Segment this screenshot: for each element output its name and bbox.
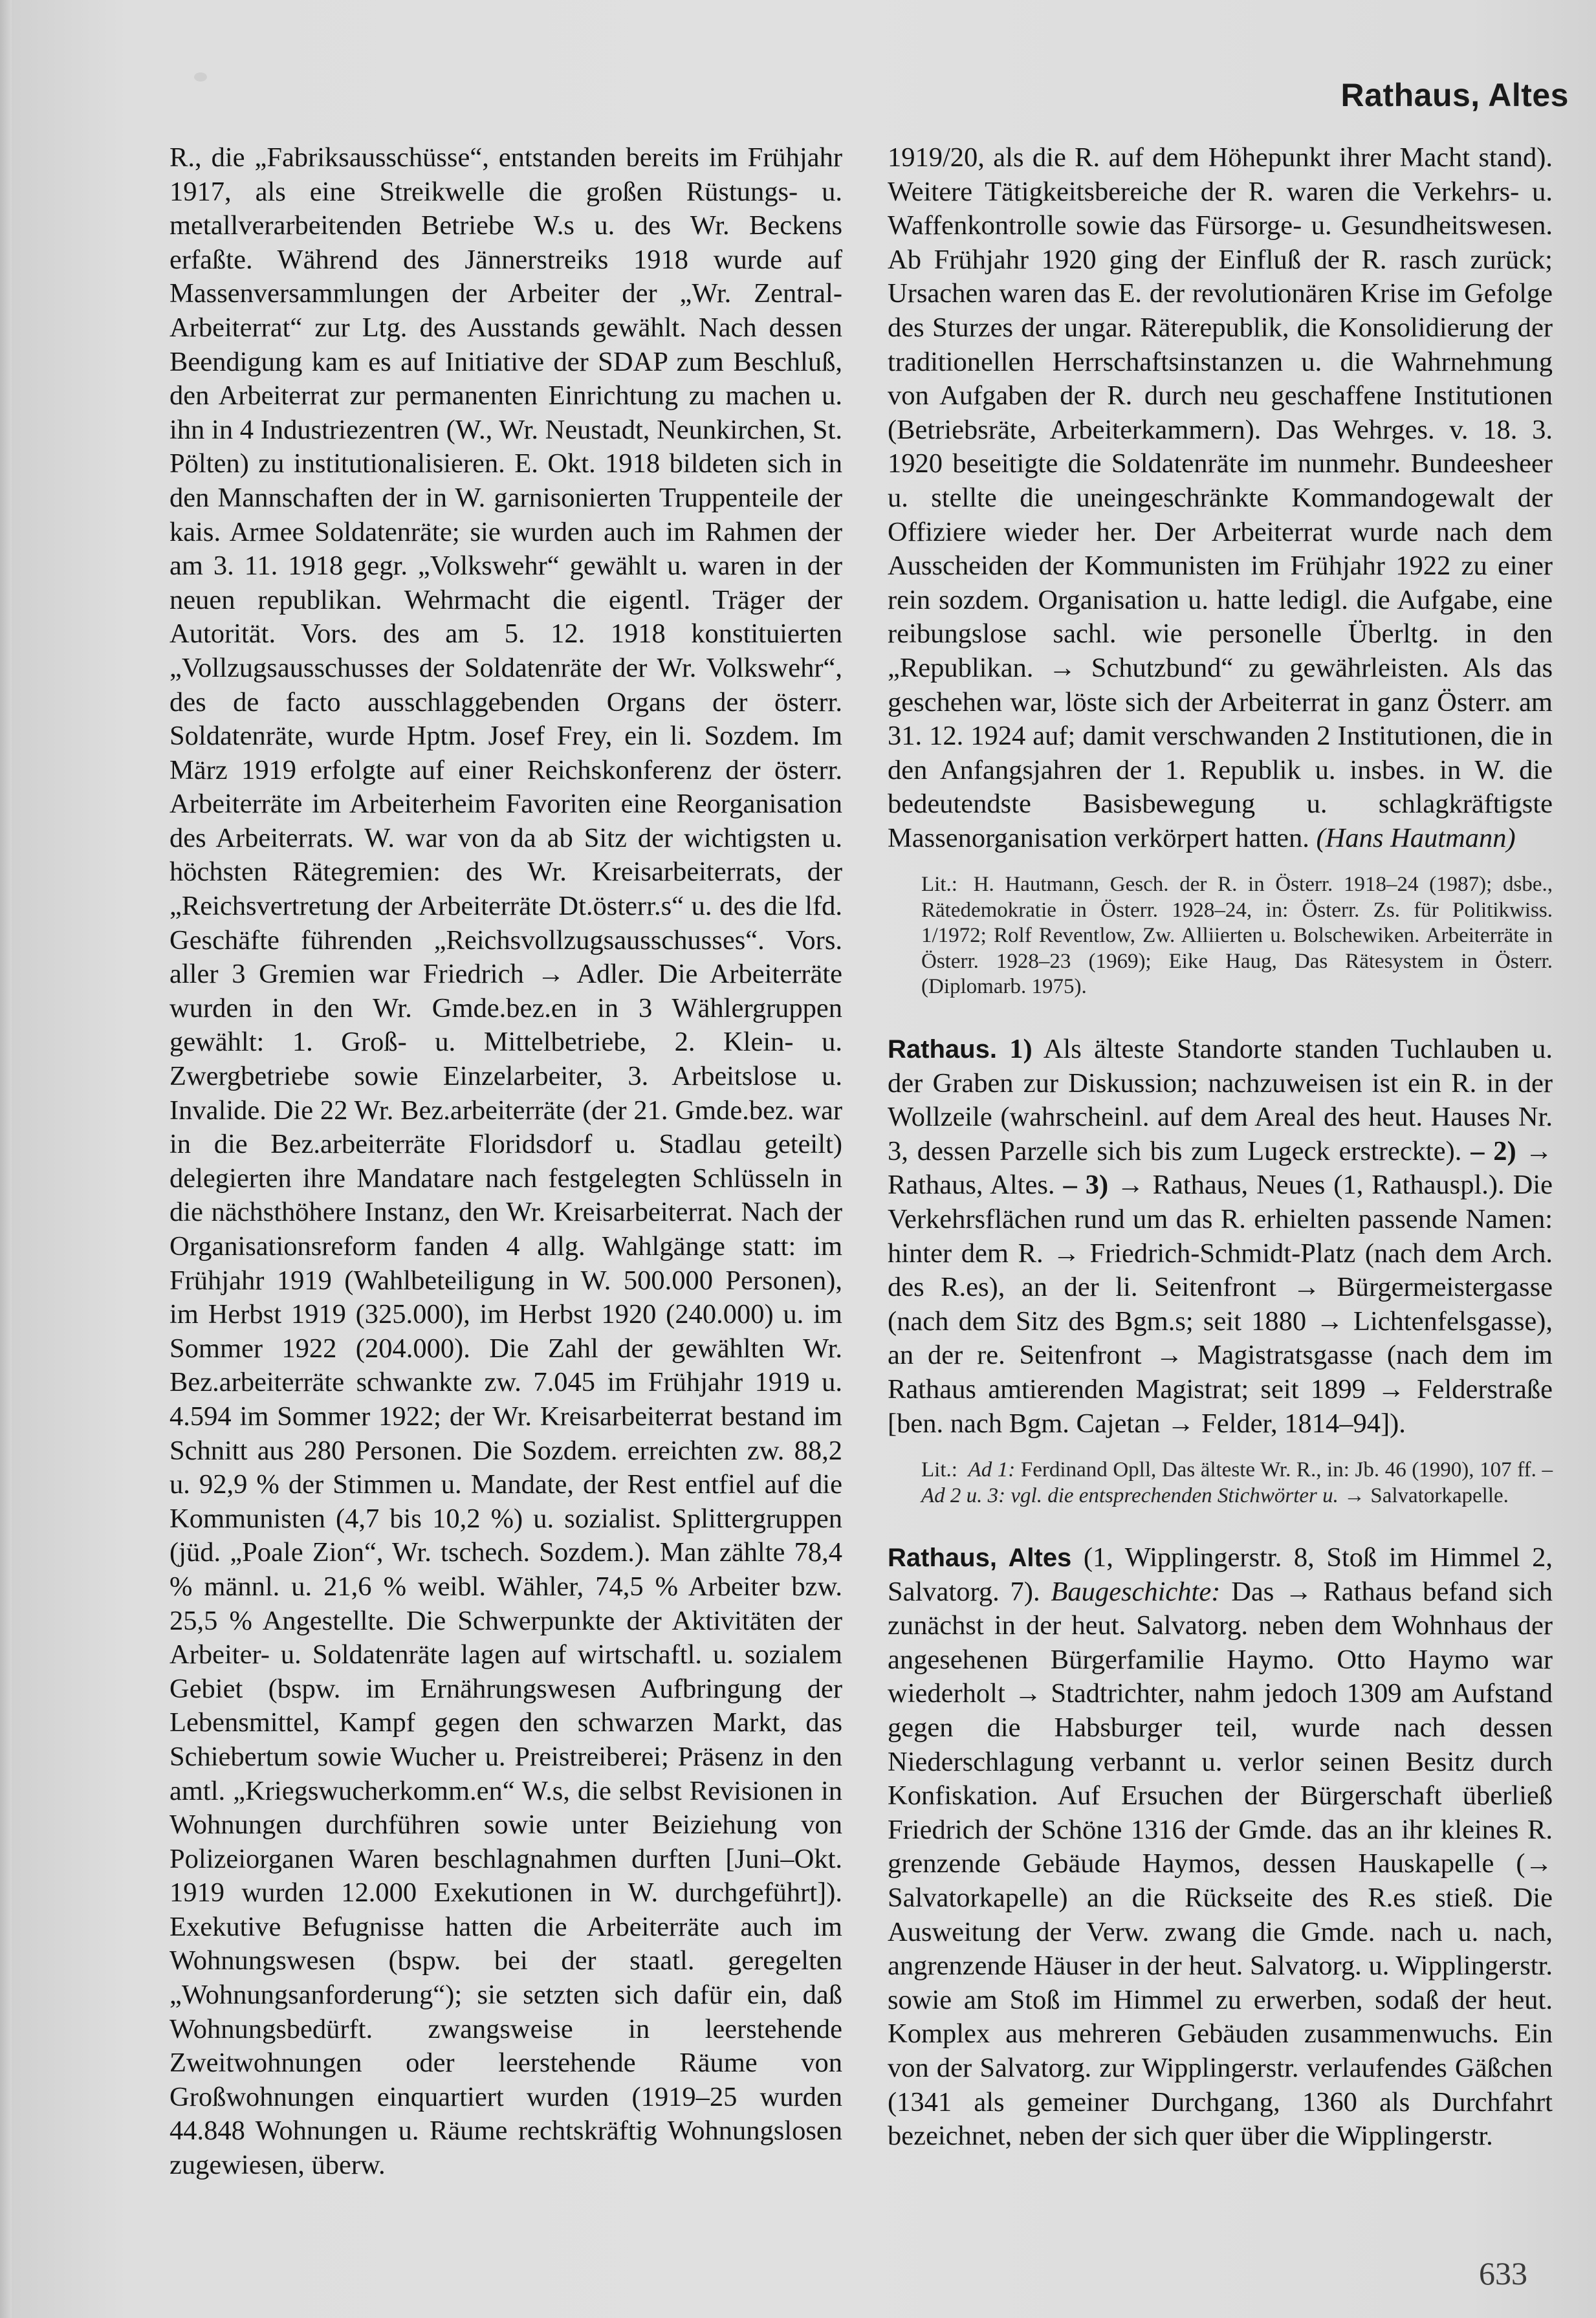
left-column — [169, 141, 842, 2211]
lit-text-1: Ferdinand Opll, Das älteste Wr. R., in: Jb. 46 (1990), 107 ff. – — [1020, 1458, 1553, 1482]
entry-text-2: → Rathaus, Altes. — [888, 1135, 1553, 1201]
entry-number-1: 1) — [1009, 1033, 1033, 1064]
literature-block-1 — [888, 872, 1553, 1000]
entry-number-3: – 3) — [1063, 1170, 1109, 1201]
lit-label: Lit.: — [921, 873, 957, 897]
arbeiterraete-continuation — [888, 141, 1553, 855]
entry-subhead: Baugeschichte: — [1051, 1576, 1221, 1607]
lit-label: Lit.: — [921, 1458, 957, 1482]
entry-rathaus — [888, 1033, 1553, 1441]
lit-ad1: Ad 1: — [968, 1458, 1016, 1482]
literature-block-2 — [888, 1458, 1553, 1509]
entry-text-1: Als älteste Standorte standen Tuchlauben u. der Graben zur Diskussion; nachzuweisen ist ein R. in der Wollzeile (wahrscheinl. auf dem Areal des heut. Hauses Nr. 3, dessen Parzelle sich bis zum Lugeck erstreckte). — [888, 1033, 1553, 1166]
entry-intro: (1, Wipplingerstr. 8, Stoß im Himmel 2, Salvatorg. 7). — [888, 1542, 1553, 1607]
lit-text: H. Hautmann, Gesch. der R. in Österr. 1918–24 (1987); dsbe., Rätedemokratie in Österr. 1928–24, in: Österr. Zs. für Politikwiss. 1/1972; Rolf Reventlow, Zw. Alliierten u. Bolschewiken. Arbeiterräte in Österr. 1928–23 (1969); Eike Haug, Das Rätesystem in Österr. (Diplomarb. 1975). — [921, 873, 1553, 999]
left-column-text: R., die „Fabriksausschüsse“, entstanden bereits im Frühjahr 1917, als eine Streikwelle die großen Rüstungs- u. metallverarbeitenden Betriebe W.s u. des Wr. Beckens erfaßte. Während des Jännerstreiks 1918 wurde auf Massenversammlungen der Arbeiter der „Wr. Zentral-Arbeiterrat“ zur Ltg. des Ausstands gewählt. Nach dessen Beendigung kam es auf Initiative der SDAP zum Beschluß, den Arbeiterrat zur permanenten Einrichtung zu machen u. ihn in 4 Industriezentren (W., Wr. Neustadt, Neunkirchen, St. Pölten) zu institutionalisieren. E. Okt. 1918 bildeten sich in den Mannschaften der in W. garnisonierten Truppenteile der kais. Armee Soldatenräte; sie wurden auch im Rahmen der am 3. 11. 1918 gegr. „Volkswehr“ gewählt u. waren in der neuen republikan. Wehrmacht die eigentl. Träger der Autorität. Vors. des am 5. 12. 1918 konstituierten „Vollzugsausschusses der Soldatenräte der Wr. Volkswehr“, des de facto ausschlaggebenden Organs der österr. Soldatenräte, wurde Hptm. Josef Frey, ein li. Sozdem. Im März 1919 erfolgte auf einer Reichskonferenz der österr. Arbeiterräte im Arbeiterheim Favoriten eine Reorganisation des Arbeiterrats. W. war von da ab Sitz der wichtigsten u. höchsten Rätegremien: des Wr. Kreisarbeiterrats, der „Reichsvertretung der Arbeiterräte Dt.österr.s“ u. des die lfd. Geschäfte führenden „Reichsvollzugsausschusses“. Vors. aller 3 Gremien war Friedrich → Adler. Die Arbeiterräte wurden in den Wr. Gmde.bez.en in 3 Wählergruppen gewählt: 1. Groß- u. Mittelbetriebe, 2. Klein- u. Zwergbetriebe sowie Einzelarbeiter, 3. Arbeitslose u. Invalide. Die 22 Wr. Bez.arbeiterräte (der 21. Gmde.bez. war in die Bez.arbeiterräte Floridsdorf u. Stadlau geteilt) delegierten ihre Mandatare nach festgelegten Schlüsseln in die nächsthöhere Instanz, den Wr. Kreisarbeiterrat. Nach der Organisationsreform fanden 4 allg. Wahlgänge statt: im Frühjahr 1919 (Wahlbeteiligung in W. 500.000 Personen), im Herbst 1919 (325.000), im Herbst 1920 (240.000) u. im Sommer 1922 (204.000). Die Zahl der gewählten Wr. Bez.arbeiterräte schwankte zw. 7.045 im Frühjahr 1919 u. 4.594 im Sommer 1922; der Wr. Kreisarbeiterrat bestand im Schnitt aus 280 Personen. Die Sozdem. erreichten zw. 88,2 u. 92,9 % der Stimmen u. Mandate, der Rest entfiel auf die Kommunisten (4,7 bis 10,2 %) u. sozialist. Splittergruppen (jüd. „Poale Zion“, Wr. tschech. Sozdem.). Man zählte 78,4 % männl. u. 21,6 % weibl. Wähler, 74,5 % Arbeiter bzw. 25,5 % Angestellte. Die Schwerpunkte der Aktivitäten der Arbeiter- u. Soldatenräte lagen auf wirtschaftl. u. sozialem Gebiet (bspw. im Ernährungswesen Aufbringung der Lebensmittel, Kampf gegen den schwarzen Markt, das Schiebertum sowie Wucher u. Preistreiberei; Präsenz in den amtl. „Kriegswucherkomm.en“ W.s, die selbst Revisionen in Wohnungen durchführen sowie unter Beiziehung von Polizeiorganen Waren beschlagnahmen durften [Juni–Okt. 1919 wurden 12.000 Exekutionen in W. durchgeführt]). Exekutive Befugnisse hatten die Arbeiterräte auch im Wohnungswesen (bspw. bei der staatl. geregelten „Wohnungsanforderung“); sie setzten sich dafür ein, daß Wohnungsbedürft. zwangsweise in leerstehende Zweitwohnungen oder leerstehende Räume von Großwohnungen einquartiert wurden (1919–25 wurden 44.848 Wohnungen u. Räume rechtskräftig Wohnungslosen zugewiesen, überw. — [169, 142, 842, 2181]
entry-text: Das → Rathaus befand sich zunächst in der heut. Salvatorg. neben dem Wohnhaus der angesehenen Bürgerfamilie Haymo. Otto Haymo war wiederholt → Stadtrichter, nahm jedoch 1309 am Aufstand gegen die Habsburger teil, wurde nach dessen Niederschlagung verbannt u. verlor seinen Besitz durch Konfiskation. Auf Ersuchen der Bürgerschaft überließ Friedrich der Schöne 1316 der Gmde. das an ihr kleines R. grenzende Gebäude Haymos, dessen Hauskapelle (→ Salvatorkapelle) an die Rückseite des R.es stieß. Die Ausweitung der Verw. zwang die Gmde. nach u. nach, angrenzende Häuser in der heut. Salvatorg. u. Wipplingerstr. sowie am Stoß im Himmel zu erwerben, sodaß der heut. Komplex aus mehreren Gebäuden zusammenwuchs. Ein von der Salvatorg. zur Wipplingerstr. verlaufendes Gäßchen (1341 als gemeiner Durchgang, 1360 als Durchfahrt bezeichnet, neben der sich quer über die Wipplingerstr. — [888, 1576, 1553, 2152]
paper-speck — [194, 72, 207, 82]
entry-headword: Rathaus, Altes — [888, 1544, 1072, 1573]
entry-rathaus-altes — [888, 1541, 1553, 2154]
entry-number-2: – 2) — [1470, 1135, 1516, 1166]
right-column — [888, 141, 1553, 2211]
entry-headword: Rathaus. — [888, 1034, 997, 1064]
continuation-text: 1919/20, als die R. auf dem Höhepunkt ihrer Macht stand). Weitere Tätigkeitsbereiche der R. waren die Verkehrs- u. Waffenkontrolle sowie das Fürsorge- u. Gesundheitswesen. Ab Frühjahr 1920 ging der Einfluß der R. rasch zurück; Ursachen waren das E. der revolutionären Krise im Gefolge des Sturzes der ungar. Räterepublik, die Konsolidierung der traditionellen Herrschaftsinstanzen u. die Wahrnehmung von Aufgaben der R. durch neu geschaffene Institutionen (Betriebsräte, Arbeiterkammern). Das Wehrges. v. 18. 3. 1920 beseitigte die Soldatenräte im nunmehr. Bundeesheer u. stellte die uneingeschränkte Kommandogewalt der Offiziere wieder her. Der Arbeiterrat wurde nach dem Ausscheiden der Kommunisten im Frühjahr 1922 zu einer rein sozdem. Organisation u. hatte ledigl. die Aufgabe, eine reibungslose sachl. wie personelle Überltg. in den „Republikan. → Schutzbund“ zu gewährleisten. Als das geschehen war, löste sich der Arbeiterrat in ganz Österr. am 31. 12. 1924 auf; damit verschwanden 2 Institutionen, die in den Anfangsjahren der 1. Republik u. insbes. in W. die bedeutendste Basisbewegung u. schlagkräftigste Massenorganisation verkörpert hatten. — [888, 142, 1553, 853]
gutter-shadow — [0, 0, 12, 2318]
author-signature: (Hans Hautmann) — [1316, 822, 1516, 853]
lit-ad2: Ad 2 u. 3: vgl. die entsprechenden Stichwörter u. — [921, 1483, 1339, 1507]
page-number: 633 — [1479, 2255, 1527, 2291]
running-head: Rathaus, Altes — [1340, 77, 1569, 113]
entry-text-3: → Rathaus, Neues (1, Rathauspl.). Die Verkehrsflächen rund um das R. erhielten passende Namen: hinter dem R. → Friedrich-Schmidt-Platz (nach dem Arch. des R.es), an der li. Seitenfront → Bürgermeistergasse (nach dem Sitz des Bgm.s; seit 1880 → Lichtenfelsgasse), an der re. Seitenfront → Magistratsgasse (nach dem im Rathaus amtierenden Magistrat; seit 1899 → Felderstraße [ben. nach Bgm. Cajetan → Felder, 1814–94]). — [888, 1170, 1553, 1439]
lit-text-2: → Salvatorkapelle. — [1344, 1483, 1509, 1507]
